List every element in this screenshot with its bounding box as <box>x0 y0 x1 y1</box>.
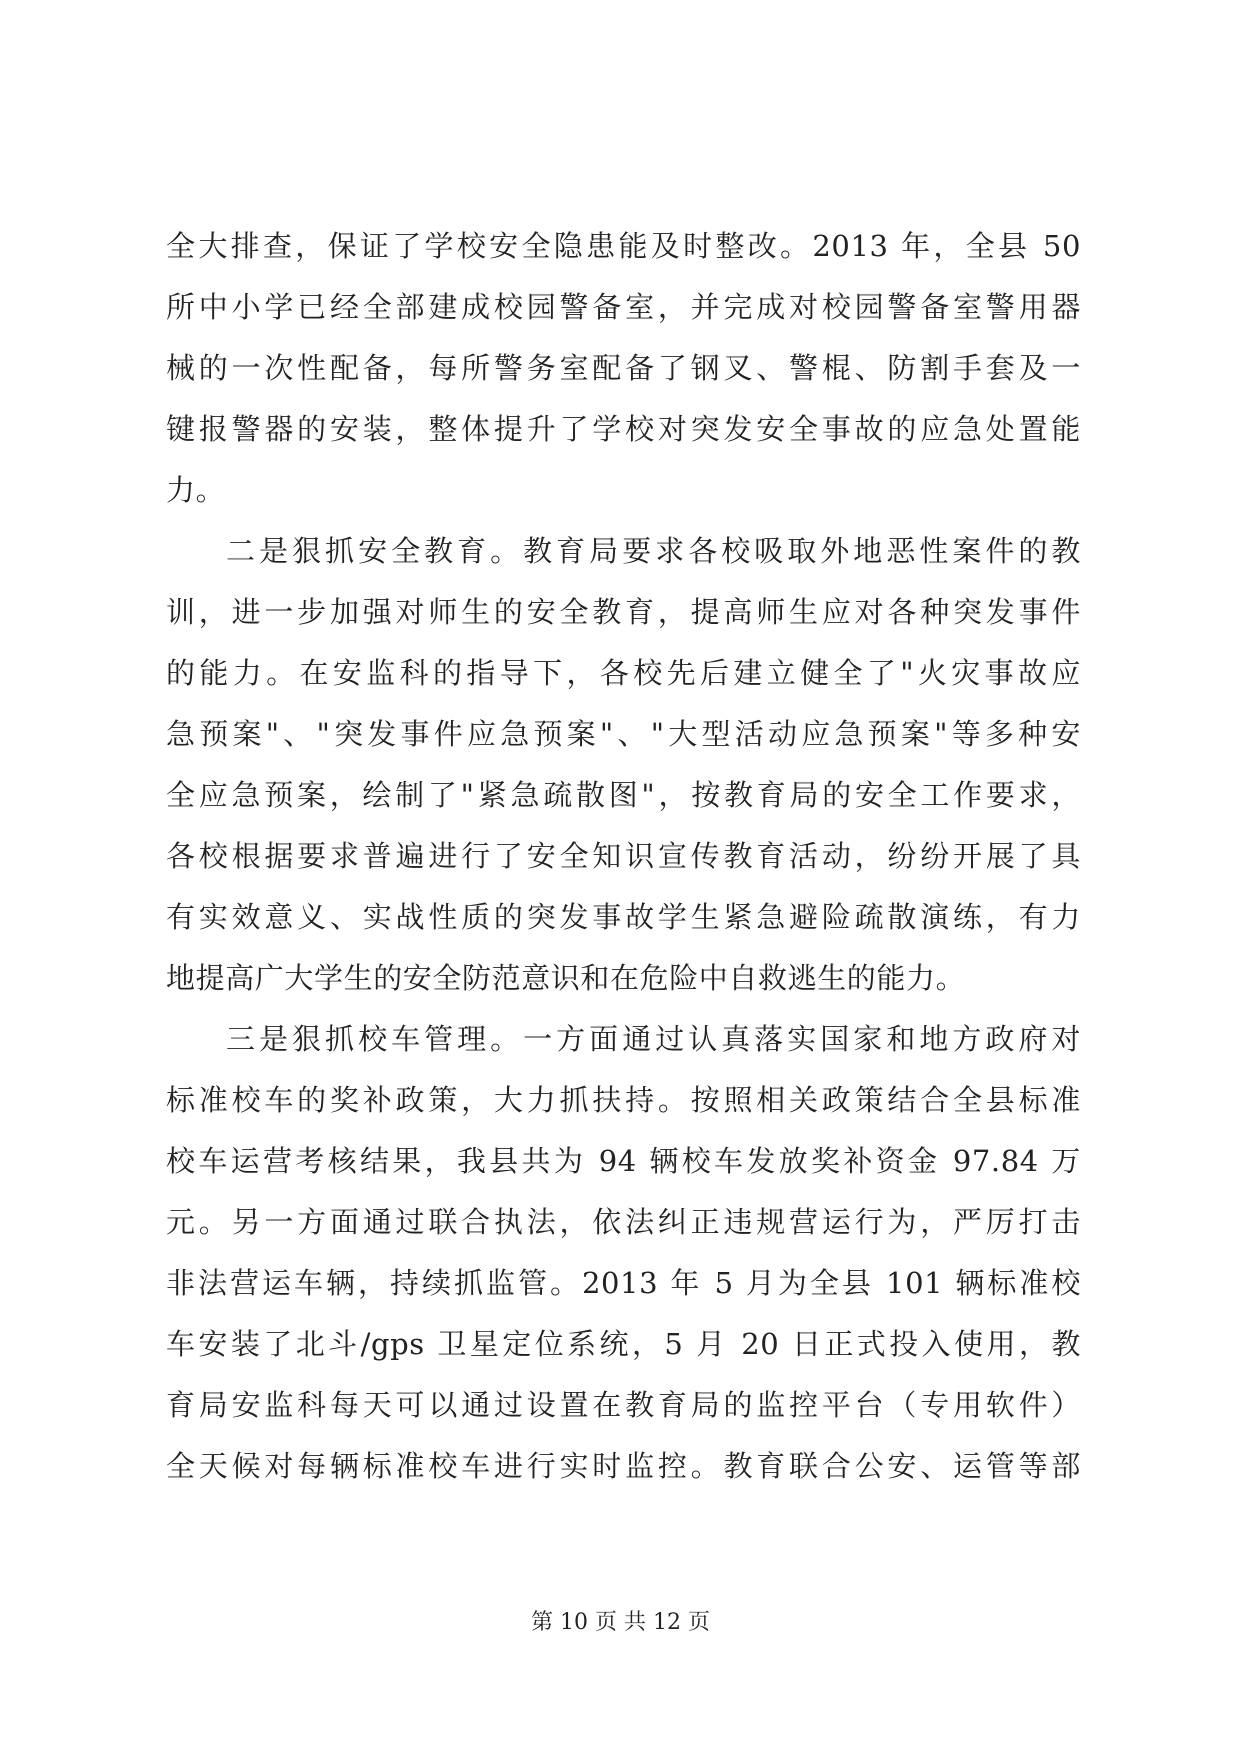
paragraph-3-line-7: 育局安监科每天可以通过设置在教育局的监控平台（专用软件） <box>166 1388 1081 1422</box>
paragraph-1-line-1: 全大排查，保证了学校安全隐患能及时整改。2013 年，全县 50 <box>166 229 1081 263</box>
paragraph-3-line-1: 三是狠抓校车管理。一方面通过认真落实国家和地方政府对 <box>226 1022 1081 1056</box>
paragraph-2-line-1: 二是狠抓安全教育。教育局要求各校吸取外地恶性案件的教 <box>226 534 1081 568</box>
paragraph-1-line-2: 所中小学已经全部建成校园警备室，并完成对校园警备室警用器 <box>166 290 1081 324</box>
paragraph-3-line-2: 标准校车的奖补政策，大力抓扶持。按照相关政策结合全县标准 <box>166 1083 1081 1117</box>
paragraph-3-line-3: 校车运营考核结果，我县共为 94 辆校车发放奖补资金 97.84 万 <box>166 1144 1081 1178</box>
paragraph-2-line-6: 各校根据要求普遍进行了安全知识宣传教育活动，纷纷开展了具 <box>166 839 1081 873</box>
paragraph-3-line-4: 元。另一方面通过联合执法，依法纠正违规营运行为，严厉打击 <box>166 1205 1081 1239</box>
paragraph-2-line-7: 有实效意义、实战性质的突发事故学生紧急避险疏散演练，有力 <box>166 900 1081 934</box>
paragraph-1-line-3: 械的一次性配备，每所警务室配备了钢叉、警棍、防割手套及一 <box>166 351 1081 385</box>
paragraph-3-line-8: 全天候对每辆标准校车进行实时监控。教育联合公安、运管等部 <box>166 1449 1081 1483</box>
paragraph-2-line-8: 地提高广大学生的安全防范意识和在危险中自救逃生的能力。 <box>166 961 966 995</box>
paragraph-3-line-6: 车安装了北斗/gps 卫星定位系统，5 月 20 日正式投入使用，教 <box>166 1327 1081 1361</box>
paragraph-1-line-5: 力。 <box>166 473 226 507</box>
paragraph-2-line-4: 急预案"、"突发事件应急预案"、"大型活动应急预案"等多种安 <box>166 717 1081 751</box>
page-number-label: 第 10 页 共 12 页 <box>531 1610 710 1635</box>
paragraph-2-line-3: 的能力。在安监科的指导下，各校先后建立健全了"火灾事故应 <box>166 656 1081 690</box>
paragraph-2-line-5: 全应急预案，绘制了"紧急疏散图"，按教育局的安全工作要求， <box>166 778 1081 812</box>
paragraph-2-line-2: 训，进一步加强对师生的安全教育，提高师生应对各种突发事件 <box>166 595 1081 629</box>
paragraph-1-line-4: 键报警器的安装，整体提升了学校对突发安全事故的应急处置能 <box>166 412 1081 446</box>
paragraph-3-line-5: 非法营运车辆，持续抓监管。2013 年 5 月为全县 101 辆标准校 <box>166 1266 1081 1300</box>
page-footer <box>0 1605 1241 1636</box>
body-text <box>166 216 1081 1497</box>
